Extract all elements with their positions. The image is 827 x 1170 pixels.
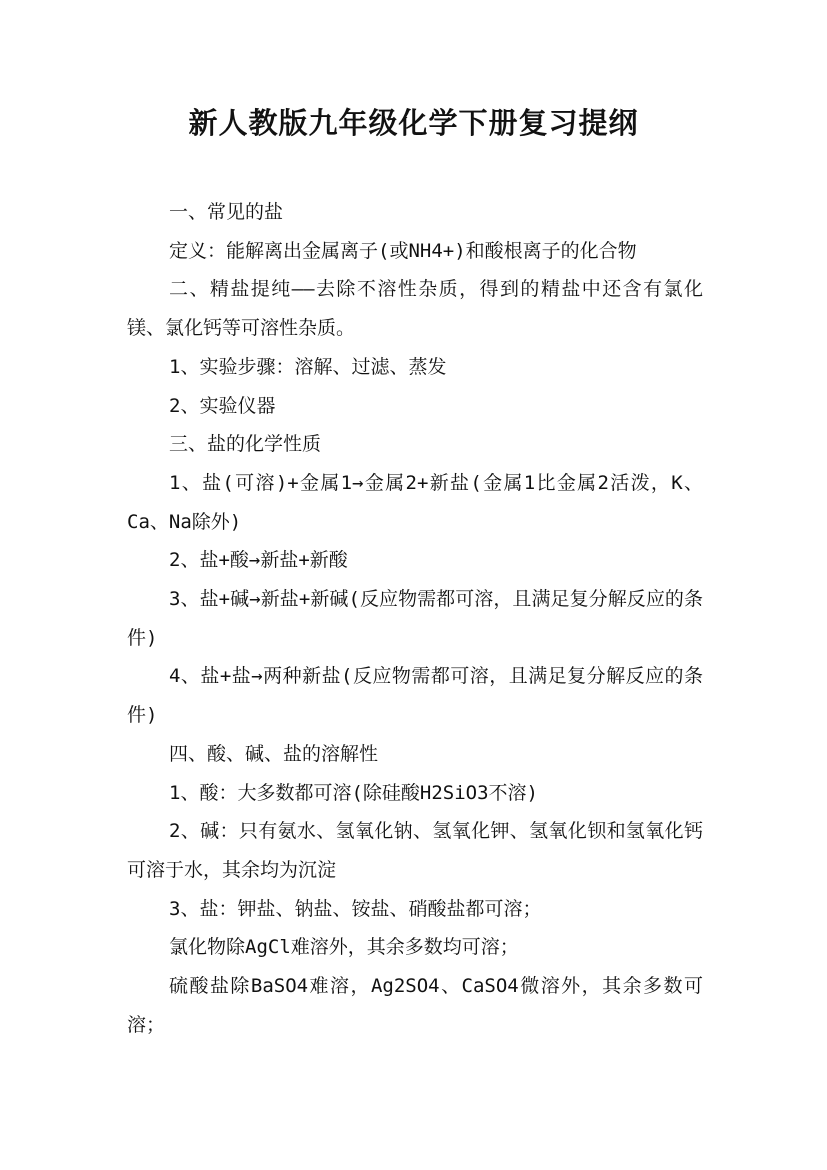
section-heading-solubility: 四、酸、碱、盐的溶解性 bbox=[169, 742, 379, 765]
document-body bbox=[127, 193, 703, 1044]
solubility-sulfates: 硫酸盐除BaSO4难溶，Ag2SO4、CaSO4微溶外，其余多数可溶； bbox=[127, 975, 703, 1036]
property-salt-acid: 2、盐+酸→新盐+新酸 bbox=[169, 549, 348, 572]
document-title: 新人教版九年级化学下册复习提纲 bbox=[188, 106, 639, 140]
property-salt-metal: 1、盐(可溶)+金属1→金属2+新盐(金属1比金属2活泼，K、Ca、Na除外) bbox=[127, 471, 703, 533]
solubility-salts: 3、盐：钾盐、钠盐、铵盐、硝酸盐都可溶； bbox=[169, 897, 542, 920]
solubility-bases: 2、碱：只有氨水、氢氧化钠、氢氧化钾、氢氧化钡和氢氧化钙可溶于水，其余均为沉淀 bbox=[127, 820, 703, 881]
section-heading-salt-purification: 二、精盐提纯——去除不溶性杂质，得到的精盐中还含有氯化镁、氯化钙等可溶性杂质。 bbox=[127, 278, 703, 340]
property-salt-salt: 4、盐+盐→两种新盐(反应物需都可溶，且满足复分解反应的条件) bbox=[127, 665, 703, 727]
experiment-steps: 1、实验步骤：溶解、过滤、蒸发 bbox=[169, 355, 447, 378]
solubility-chlorides: 氯化物除AgCl难溶外，其余多数均可溶； bbox=[169, 936, 519, 959]
section-heading-salt-chemical-properties: 三、盐的化学性质 bbox=[169, 433, 322, 456]
experiment-instruments: 2、实验仪器 bbox=[169, 394, 276, 417]
salt-definition: 定义：能解离出金属离子(或NH4+)和酸根离子的化合物 bbox=[169, 239, 637, 262]
section-heading-common-salts: 一、常见的盐 bbox=[169, 201, 284, 223]
property-salt-base: 3、盐+碱→新盐+新碱(反应物需都可溶，且满足复分解反应的条件) bbox=[127, 588, 703, 649]
solubility-acids: 1、酸：大多数都可溶(除硅酸H2SiO3不溶) bbox=[169, 781, 538, 804]
